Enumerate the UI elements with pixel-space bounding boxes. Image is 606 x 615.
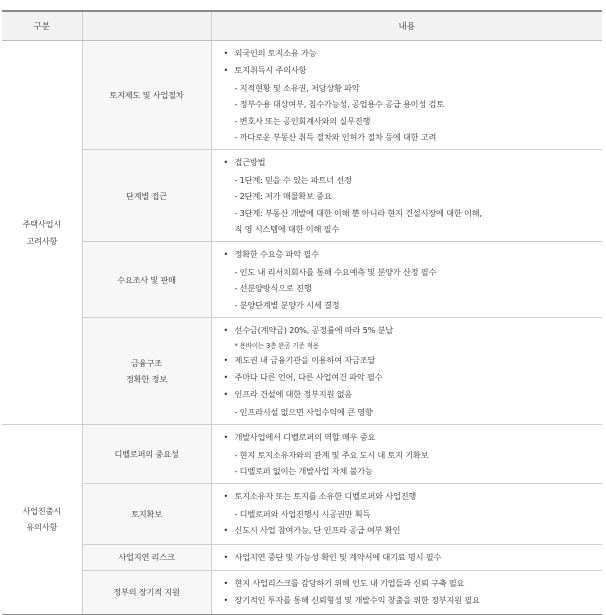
bullet-item: • 토지소유자 또는 토지를 소유한 디벨로퍼와 사업진행 xyxy=(222,488,595,505)
note-item: * 용바이는 3층 완공 기준 적용 xyxy=(234,341,319,350)
subcategory-label: 토지제도 및 사업절차 xyxy=(109,90,184,101)
detail-item: - 디벨로퍼와 사업진행시 시공권만 획득 xyxy=(234,508,371,519)
subcategory-label: 정부의 장기적 지원 xyxy=(113,587,180,598)
header-category: 구분 xyxy=(2,11,82,41)
category-cell xyxy=(2,41,82,425)
bullet-item: • 현지 사업리스크를 감당하기 위해 인도 내 기업들과 신뢰 구축 필요 xyxy=(222,575,595,592)
detail-item: - 현지 토지소유자와의 관계 및 주요 도시 내 토지 기확보 xyxy=(234,449,429,460)
category-cell xyxy=(2,425,82,615)
subcategory-label: 금융구조 xyxy=(131,357,162,368)
detail-item: - 3단계: 부동산 개발에 대한 이해 뿐 아니라 현지 건설시장에 대한 이해, xyxy=(234,207,482,218)
bullet-item: • 장기적인 투자를 통해 신뢰형성 및 개발수익 창출을 위한 정부지원 필요 xyxy=(222,592,595,609)
detail-item: - 선분양방식으로 진행 xyxy=(234,283,312,294)
table-row xyxy=(2,544,602,570)
bullet-item: • 정확한 수요층 파악 필수 xyxy=(222,246,595,263)
detail-item: - 분양단계별 분양가 시세 결정 xyxy=(234,299,340,310)
detail-item: - 2단계: 저가 매물확보 중요 xyxy=(234,191,332,202)
detail-item: - 변호사 또는 공인회계사와의 실무진행 xyxy=(234,115,371,126)
table-row xyxy=(2,570,602,614)
detail-item: - 인프라시설 없으면 사업수익에 큰 영향 xyxy=(234,406,373,417)
subcategory-cell xyxy=(82,544,211,570)
content-cell xyxy=(211,544,602,570)
subcategory-label: 디벨로퍼의 중요성 xyxy=(114,449,179,460)
table-row xyxy=(2,318,602,425)
bullet-item: • 인프라 건설에 대한 정부지원 없음 xyxy=(222,386,595,403)
detail-item: - 정부수용 대상여부, 침수가능성, 공업용수 공급 용이성 검토 xyxy=(234,99,444,110)
table-row xyxy=(2,150,602,242)
subcategory-cell xyxy=(82,318,211,425)
bullet-item: • 사업지연 중단 및 가능성 확인 및 계약서에 대기료 명시 필수 xyxy=(222,549,595,566)
header-subcategory xyxy=(82,11,211,41)
table-row xyxy=(2,41,602,150)
bullet-item: • 주마다 다른 언어, 다른 사업여건 파악 필수 xyxy=(222,369,595,386)
content-cell xyxy=(211,570,602,614)
bullet-item: • 토지취득시 주의사항 xyxy=(222,62,595,79)
subcategory-label: 정확한 정보 xyxy=(126,374,167,385)
content-cell xyxy=(211,425,602,484)
header-content: 내용 xyxy=(211,11,602,41)
category-label: 고려사항 xyxy=(26,235,58,246)
bullet-item: • 신도시 사업 참여가능, 단 인프라 공급 여부 확인 xyxy=(222,522,595,539)
subcategory-cell xyxy=(82,41,211,150)
category-label: 주택사업시 xyxy=(22,219,62,230)
table-row xyxy=(2,242,602,318)
bullet-item: • 접근방법 xyxy=(222,154,595,171)
subcategory-cell xyxy=(82,150,211,242)
subcategory-cell xyxy=(82,484,211,544)
bullet-item: • 개발사업에서 디벨로퍼의 역할 매우 중요 xyxy=(222,429,595,446)
subcategory-label: 사업지연 리스크 xyxy=(118,552,175,563)
detail-item: - 인도 내 리서치회사를 통해 수요예측 및 분양가 산정 필수 xyxy=(234,266,437,277)
detail-item: - 디벨로퍼 없이는 개발사업 자체 불가능 xyxy=(234,465,373,476)
content-cell xyxy=(211,242,602,318)
content-cell xyxy=(211,150,602,242)
table-body xyxy=(2,41,602,615)
content-cell xyxy=(211,484,602,544)
subcategory-label: 토지확보 xyxy=(131,508,162,519)
detail-item: - 까다로운 부동산 취득 절차와 인허가 절차 등에 대한 고려 xyxy=(234,132,437,143)
table-header-row xyxy=(2,11,602,41)
bullet-item: • 외국인의 토지소유 가능 xyxy=(222,45,595,62)
table-row xyxy=(2,484,602,544)
content-cell xyxy=(211,41,602,150)
table-row xyxy=(2,425,602,484)
content-cell xyxy=(211,318,602,425)
subcategory-cell xyxy=(82,570,211,614)
detail-item: - 지적현황 및 소유권, 저당상황 파악 xyxy=(234,82,360,93)
comparison-table xyxy=(2,10,602,615)
detail-item: 직 영 시스템에 대한 이해 필수 xyxy=(234,224,340,235)
subcategory-label: 단계별 접근 xyxy=(126,190,167,201)
subcategory-cell xyxy=(82,425,211,484)
detail-item: - 1단계: 믿을 수 있는 파트너 선정 xyxy=(234,174,352,185)
subcategory-cell xyxy=(82,242,211,318)
bullet-item: • 제도권 내 금융기관을 이용하여 자금조달 xyxy=(222,352,595,369)
category-label: 유의사항 xyxy=(26,522,58,533)
subcategory-label: 수요조사 및 판매 xyxy=(117,274,176,285)
category-label: 사업진출시 xyxy=(22,506,62,517)
bullet-item: • 선수금(계약금) 20%, 공정률에 따라 5% 분납 xyxy=(222,322,595,339)
